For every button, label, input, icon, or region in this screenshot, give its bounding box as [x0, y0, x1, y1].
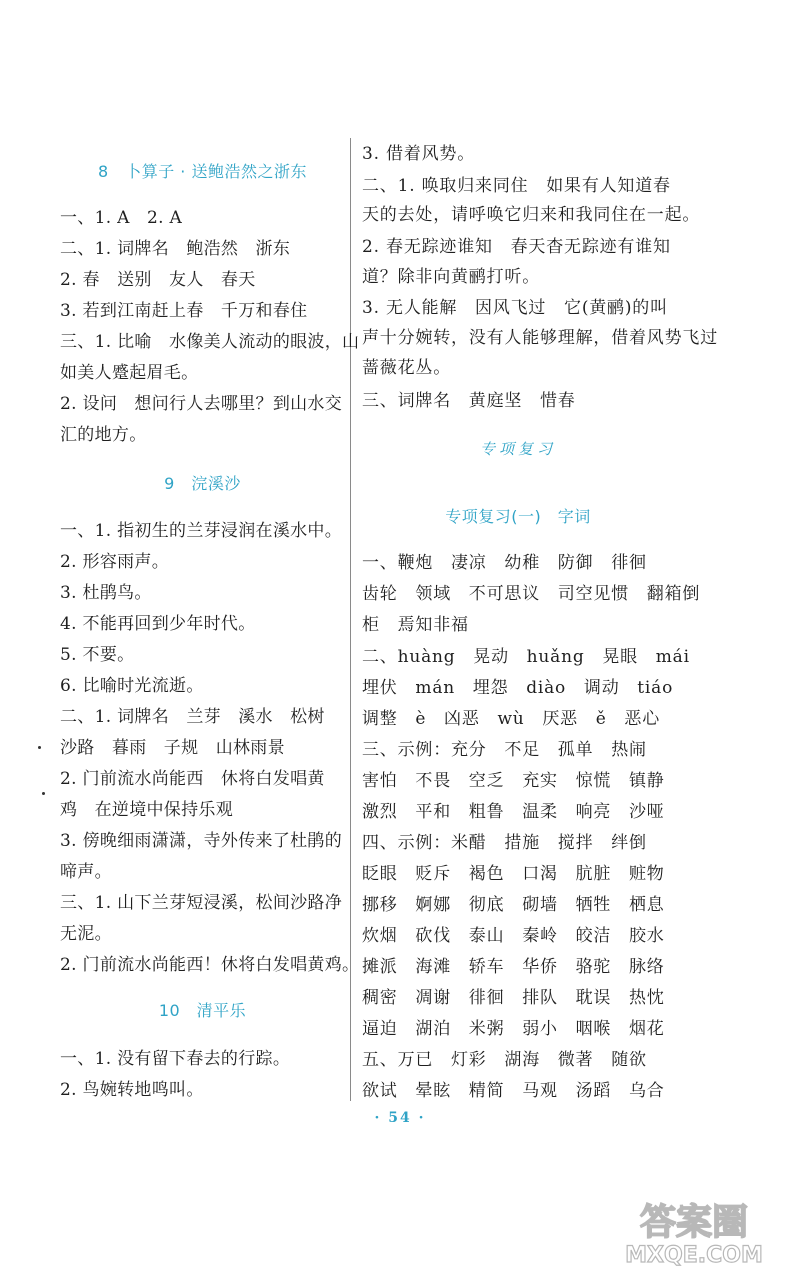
- answer-line: 眨眼 贬斥 褐色 口渴 肮脏 赃物: [362, 864, 665, 884]
- answer-line: 如美人蹙起眉毛。: [60, 363, 199, 383]
- answer-line: 埋伏 mán 埋怨 diào 调动 tiáo: [362, 678, 674, 698]
- answer-line: 欲试 晕眩 精简 马观 汤蹈 乌合: [362, 1081, 665, 1101]
- answer-line: 啼声。: [60, 862, 112, 882]
- answer-line: 摊派 海滩 轿车 华侨 骆驼 脉络: [362, 957, 665, 977]
- answer-line: 二、1. 唤取归来同住 如果有人知道春: [362, 176, 671, 196]
- answer-line: 炊烟 砍伐 泰山 秦岭 皎洁 胶水: [362, 926, 665, 946]
- answer-line: 4. 不能再回到少年时代。: [60, 614, 256, 634]
- answer-line: 2. 春 送别 友人 春天: [60, 270, 256, 290]
- answer-line: 鸡 在逆境中保持乐观: [60, 800, 233, 820]
- answer-line: 三、示例：充分 不足 孤单 热闹: [362, 740, 647, 760]
- answer-line: 天的去处，请呼唤它归来和我同住在一起。: [362, 205, 701, 225]
- scan-dot: [42, 792, 45, 795]
- answer-line: 3. 借着风势。: [362, 144, 476, 164]
- answer-line: 四、示例：米醋 措施 搅拌 绊倒: [362, 833, 647, 853]
- answer-line: 沙路 暮雨 子规 山林雨景: [60, 738, 285, 758]
- answer-line: 3. 无人能解 因风飞过 它(黄鹂)的叫: [362, 298, 668, 318]
- answer-line: 一、1. 没有留下春去的行踪。: [60, 1049, 291, 1069]
- section-9-title: 9 浣溪沙: [164, 474, 241, 493]
- watermark-url: MXQE.COM: [625, 1243, 763, 1268]
- answer-line: 激烈 平和 粗鲁 温柔 响亮 沙哑: [362, 802, 665, 822]
- answer-line: 2. 形容雨声。: [60, 552, 170, 572]
- review-subtitle: 专项复习(一) 字词: [445, 507, 591, 526]
- answer-line: 道？除非向黄鹂打听。: [362, 267, 540, 287]
- answer-line: 汇的地方。: [60, 425, 147, 445]
- watermark-logo: [610, 1190, 778, 1268]
- answer-line: 柜 焉知非福: [362, 615, 469, 635]
- answer-line: 声十分婉转，没有人能够理解，借着风势飞过: [362, 328, 718, 348]
- answer-line: 二、huàng 晃动 huǎng 晃眼 mái: [362, 647, 690, 667]
- answer-line: 一、1. 指初生的兰芽浸润在溪水中。: [60, 521, 343, 541]
- answer-line: 一、鞭炮 凄凉 幼稚 防御 徘徊: [362, 553, 647, 573]
- answer-line: 三、1. 山下兰芽短浸溪，松间沙路净: [60, 893, 343, 913]
- answer-line: 3. 若到江南赶上春 千万和春住: [60, 301, 308, 321]
- answer-line: 3. 傍晚细雨潇潇，寺外传来了杜鹃的: [60, 831, 343, 851]
- answer-line: 2. 设问 想问行人去哪里？到山水交: [60, 394, 343, 414]
- watermark-text: 答案圈: [639, 1202, 749, 1243]
- answer-line: 二、1. 词牌名 鲍浩然 浙东: [60, 239, 291, 259]
- answer-line: 二、1. 词牌名 兰芽 溪水 松树: [60, 707, 325, 727]
- answer-line: 五、万已 灯彩 湖海 微著 随欲: [362, 1050, 647, 1070]
- answer-line: 三、1. 比喻 水像美人流动的眼波，山: [60, 332, 360, 352]
- answer-line: 2. 鸟婉转地鸣叫。: [60, 1080, 204, 1100]
- answer-line: 害怕 不畏 空乏 充实 惊慌 镇静: [362, 771, 665, 791]
- section-10-title: 10 清平乐: [158, 1001, 247, 1020]
- answer-line: 6. 比喻时光流逝。: [60, 676, 204, 696]
- answer-line: 2. 门前流水尚能西！休将白发唱黄鸡。: [60, 955, 360, 975]
- answer-line: 蔷薇花丛。: [362, 358, 451, 378]
- answer-line: 2. 春无踪迹谁知 春天杳无踪迹有谁知: [362, 237, 671, 257]
- page-number: · 54 ·: [374, 1110, 426, 1126]
- answer-line: 3. 杜鹃鸟。: [60, 583, 152, 603]
- answer-line: 三、词牌名 黄庭坚 惜春: [362, 391, 576, 411]
- answer-line: 逼迫 湖泊 米粥 弱小 咽喉 烟花: [362, 1019, 665, 1039]
- scan-dot: [38, 746, 41, 749]
- answer-line: 调整 è 凶恶 wù 厌恶 ě 恶心: [362, 709, 661, 729]
- answer-line: 5. 不要。: [60, 645, 135, 665]
- answer-line: 齿轮 领域 不可思议 司空见惯 翻箱倒: [362, 584, 701, 604]
- answer-line: 一、1. A 2. A: [60, 208, 183, 228]
- answer-line: 挪移 婀娜 彻底 砌墙 牺牲 栖息: [362, 895, 665, 915]
- answer-line: 稠密 凋谢 徘徊 排队 耽误 热忱: [362, 988, 665, 1008]
- answer-line: 2. 门前流水尚能西 休将白发唱黄: [60, 769, 325, 789]
- section-8-title: 8 卜算子 · 送鲍浩然之浙东: [98, 162, 307, 181]
- special-review-title: 专项复习: [479, 440, 556, 458]
- answer-line: 无泥。: [60, 924, 112, 944]
